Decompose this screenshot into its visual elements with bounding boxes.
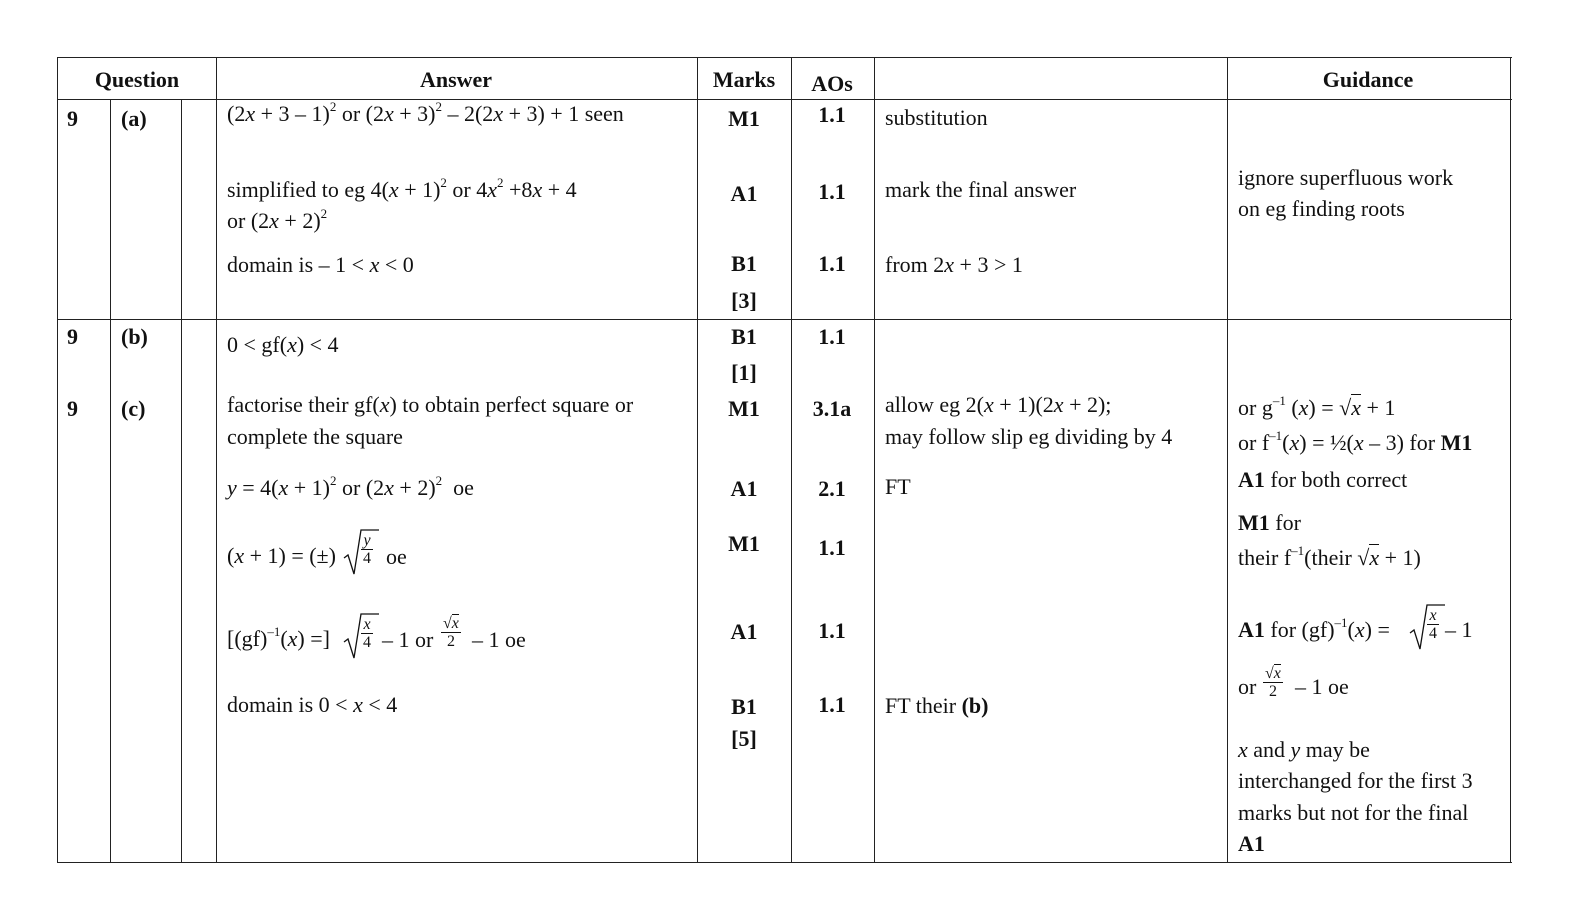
guidance-text: M1 for xyxy=(1238,510,1301,535)
mark-code: B1 xyxy=(731,324,757,349)
answer-line: 0 < gf(x) < 4 xyxy=(227,332,339,357)
note-text: FT their (b) xyxy=(885,693,989,718)
col-divider-notes xyxy=(874,57,875,863)
mark-code: M1 xyxy=(728,106,760,131)
question-number: 9 xyxy=(67,324,78,349)
mark-total: [5] xyxy=(731,726,757,751)
mark-code: A1 xyxy=(730,619,758,644)
note-text: from 2x + 3 > 1 xyxy=(885,252,1023,277)
header-question: Question xyxy=(94,67,180,92)
ao-code: 1.1 xyxy=(818,102,846,127)
col-divider-sub xyxy=(181,99,182,863)
guidance-text: marks but not for the final xyxy=(1238,800,1469,825)
ao-code: 1.1 xyxy=(818,251,846,276)
question-part: (c) xyxy=(121,396,146,421)
guidance-text: A1 for (gf)$^{-1}$(x) = xyxy=(1238,615,1390,642)
header-answer: Answer xyxy=(419,67,493,92)
mark-code: M1 xyxy=(728,531,760,556)
guidance-text: or xyxy=(1238,674,1257,699)
ao-code: 1.1 xyxy=(818,692,846,717)
answer-line: – 1 oe xyxy=(472,627,526,652)
col-divider-aos xyxy=(791,57,792,863)
table-left-border xyxy=(57,57,58,863)
table-bottom-border xyxy=(57,862,1512,863)
fraction-denominator: 2 xyxy=(446,633,455,650)
question-part: (b) xyxy=(121,324,148,349)
note-text: may follow slip eg dividing by 4 xyxy=(885,424,1173,449)
question-number: 9 xyxy=(67,396,78,421)
table-right-border xyxy=(1510,57,1511,863)
mark-total: [3] xyxy=(731,288,757,313)
guidance-text: A1 for both correct xyxy=(1238,467,1408,492)
note-text: substitution xyxy=(885,105,988,130)
header-marks: Marks xyxy=(712,67,776,92)
mark-code: A1 xyxy=(730,476,758,501)
sqrt-y-over-4 xyxy=(343,528,379,576)
fraction-denominator: 2 xyxy=(1268,683,1277,700)
mark-code: A1 xyxy=(730,181,758,206)
col-divider-marks xyxy=(697,57,698,863)
note-text: allow eg 2(x + 1)(2x + 2); xyxy=(885,392,1112,417)
guidance-text: – 1 xyxy=(1445,617,1473,642)
fraction-numerator: x xyxy=(361,616,373,634)
sqrt-x-over-4 xyxy=(1409,603,1445,651)
answer-line: domain is – 1 < x < 0 xyxy=(227,252,414,277)
question-number: 9 xyxy=(67,106,78,131)
ao-code: 1.1 xyxy=(818,324,846,349)
header-divider xyxy=(57,99,1512,100)
ao-code: 3.1a xyxy=(812,396,852,421)
row-divider xyxy=(57,319,1512,320)
guidance-text: interchanged for the first 3 xyxy=(1238,768,1473,793)
answer-line: simplified to eg $4(x + 1)^2$ or $4x^2 +8x + 4$ xyxy=(227,175,577,202)
guidance-text: x and y may be xyxy=(1238,737,1370,762)
answer-line: oe xyxy=(386,544,407,569)
guidance-text: or $f^{-1}(x)$ = ½(x – 3) for M1 xyxy=(1238,428,1473,455)
sqrt-x-over-2 xyxy=(1263,664,1291,708)
ao-code: 2.1 xyxy=(818,476,846,501)
mark-total: [1] xyxy=(731,360,757,385)
mark-code: B1 xyxy=(731,251,757,276)
col-divider-answer xyxy=(216,57,217,863)
note-text: FT xyxy=(885,474,911,499)
guidance-text: on eg finding roots xyxy=(1238,196,1405,221)
fraction-denominator: 4 xyxy=(363,634,371,651)
answer-line: $y = 4(x + 1)^2$ or $(2x + 2)^2$ oe xyxy=(227,473,474,500)
guidance-text: ignore superfluous work xyxy=(1238,165,1454,190)
answer-line: (x + 1) = (±) xyxy=(227,543,336,568)
guidance-text: or $g^{-1}$ (x) = √x + 1 xyxy=(1238,393,1396,420)
fraction-numerator: √x xyxy=(443,615,459,632)
answer-line: complete the square xyxy=(227,424,403,449)
answer-line: domain is 0 < x < 4 xyxy=(227,692,398,717)
answer-line: factorise their gf(x) to obtain perfect square or xyxy=(227,392,634,417)
fraction-denominator: 4 xyxy=(363,550,371,567)
sqrt-x-over-2 xyxy=(441,614,469,658)
mark-code: B1 xyxy=(731,694,757,719)
col-divider-guidance xyxy=(1227,57,1228,863)
guidance-text: their $f^{-1}(their$ √x + 1) xyxy=(1238,543,1421,570)
fraction-denominator: 4 xyxy=(1429,625,1437,642)
fraction-numerator: x xyxy=(1427,607,1439,625)
col-divider-part xyxy=(110,99,111,863)
header-guidance: Guidance xyxy=(1322,67,1414,92)
fraction-numerator: √x xyxy=(1265,665,1281,682)
answer-line: – 1 or xyxy=(382,627,434,652)
note-text: mark the final answer xyxy=(885,177,1077,202)
answer-line: $(2x + 3 - 1)^2$ or $(2x + 3)^2 - 2(2x + 3) + 1$ seen xyxy=(227,99,624,126)
guidance-text: A1 xyxy=(1238,831,1265,856)
table-top-border xyxy=(57,57,1512,58)
header-aos: AOs xyxy=(811,71,853,96)
ao-code: 1.1 xyxy=(818,618,846,643)
sqrt-x-over-4 xyxy=(343,612,379,660)
question-part: (a) xyxy=(121,106,147,131)
ao-code: 1.1 xyxy=(818,535,846,560)
ao-code: 1.1 xyxy=(818,179,846,204)
mark-code: M1 xyxy=(728,396,760,421)
answer-line: [(gf)$^{-1}$(x) =] xyxy=(227,624,330,651)
answer-line: or $(2x + 2)^2$ xyxy=(227,206,328,233)
guidance-text: – 1 oe xyxy=(1295,674,1349,699)
fraction-numerator: y xyxy=(361,532,373,550)
